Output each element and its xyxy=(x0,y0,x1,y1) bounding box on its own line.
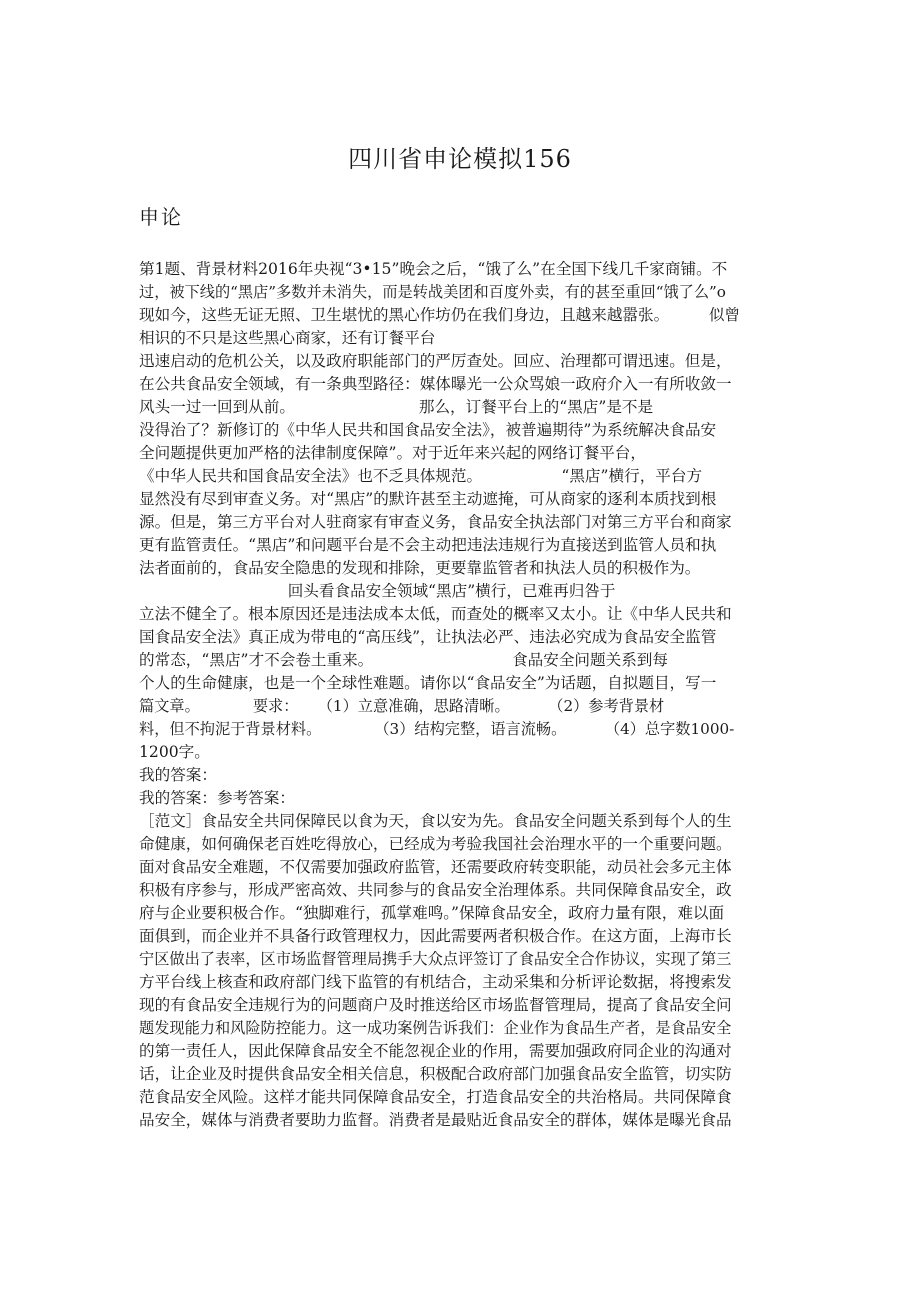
text-line: 迅速启动的危机公关，以及政府职能部门的严厉查处。回应、治理都可谓迅速。但是， xyxy=(139,352,732,370)
text-line: 源。但是，第三方平台对人驻商家有审查义务，食品安全执法部门对第三方平台和商家 xyxy=(139,513,732,531)
text-line: 面对食品安全难题，不仅需要加强政府监管，还需要政府转变职能，动员社会多元主体 xyxy=(139,858,732,876)
text-line: 显然没有尽到审查义务。对“黑店”的默许甚至主动遮掩，可从商家的逐利本质找到根 xyxy=(139,490,717,508)
text-line: 府与企业要积极合作。“独脚难行，孤掌难鸣。”保障食品安全，政府力量有限，难以面 xyxy=(139,904,725,922)
text-line: 第1题、背景材料2016年央视“3•15”晚会之后，“饿了么”在全国下线几千家商铺。不 xyxy=(139,260,728,278)
text-line: ［范文］食品安全共同保障民以食为天，食以安为先。食品安全问题关系到每个人的生 xyxy=(139,812,732,830)
text-line: 方平台线上核查和政府部门线下监管的有机结合，主动采集和分析评论数据，将搜索发 xyxy=(139,973,732,991)
text-line: 风头一过一回到从前。 那么，订餐平台上的“黑店”是不是 xyxy=(139,398,654,416)
text-line: 命健康，如何确保老百姓吃得放心，已经成为考验我国社会治理水平的一个重要问题。 xyxy=(139,835,732,853)
text-line: 立法不健全了。根本原因还是违法成本太低，而查处的概率又太小。让《中华人民共和 xyxy=(139,605,732,623)
text-line: 宁区做出了表率，区市场监督管理局携手大众点评签订了食品安全合作协议，实现了第三 xyxy=(139,950,732,968)
text-line: 题发现能力和风险防控能力。这一成功案例告诉我们：企业作为食品生产者，是食品安全 xyxy=(139,1019,732,1037)
text-line: 法者面前的，食品安全隐患的发现和排除，更要靠监管者和执法人员的积极作为。 xyxy=(139,559,701,577)
text-line: 没得治了？新修订的《中华人民共和国食品安全法》，被普遍期待”为系统解决食品安 xyxy=(139,421,717,439)
text-line: 在公共食品安全领域，有一条典型路径：媒体曝光一公众骂娘一政府介入一有所收敛一 xyxy=(139,375,732,393)
text-line: 相识的不只是这些黑心商家，还有订餐平台 xyxy=(139,329,436,347)
text-line: 1200字。 xyxy=(139,743,210,761)
section-heading: 申论 xyxy=(139,205,183,229)
text-line: 回头看食品安全领域“黑店”横行，已难再归咎于 xyxy=(139,582,616,600)
text-line: 的常态，“黑店”才不会卷土重来。 食品安全问题关系到每 xyxy=(139,651,668,669)
answer-label: 我的答案： xyxy=(139,766,217,784)
answer-label: 我的答案：参考答案： xyxy=(139,789,295,807)
page-title: 四川省申论模拟156 xyxy=(348,145,572,173)
text-line: 个人的生命健康，也是一个全球性难题。请你以“食品安全”为话题，自拟题目，写一 xyxy=(139,674,717,692)
text-line: 现的有食品安全违规行为的问题商户及时推送给区市场监督管理局，提高了食品安全问 xyxy=(139,996,732,1014)
text-line: 话，让企业及时提供食品安全相关信息，积极配合政府部门加强食品安全监管，切实防 xyxy=(139,1065,732,1083)
text-line: 品安全，媒体与消费者要助力监督。消费者是最贴近食品安全的群体，媒体是曝光食品 xyxy=(139,1111,732,1129)
text-line: 全问题提供更加严格的法律制度保障”。对于近年来兴起的网络订餐平台， xyxy=(139,444,646,462)
text-line: 过，被下线的“黑店”多数并未消失，而是转战美团和百度外卖，有的甚至重回“饿了么”o xyxy=(139,283,726,301)
text-line: 积极有序参与，形成严密高效、共同参与的食品安全治理体系。共同保障食品安全，政 xyxy=(139,881,732,899)
text-line: 国食品安全法》真正成为带电的“高压线”，让执法必严、违法必究成为食品安全监管 xyxy=(139,628,717,646)
text-line: 的第一责任人，因此保障食品安全不能忽视企业的作用，需要加强政府同企业的沟通对 xyxy=(139,1042,732,1060)
text-line: 现如今，这些无证无照、卫生堪忧的黑心作坊仍在我们身边，且越来越嚣张。 似曾 xyxy=(139,306,741,324)
text-line: 《中华人民共和国食品安全法》也不乏具体规范。 “黑店”横行，平台方 xyxy=(139,467,703,485)
text-line: 面俱到，而企业并不具备行政管理权力，因此需要两者积极合作。在这方面，上海市长 xyxy=(139,927,732,945)
text-line: 篇文章。 要求： （1）立意准确，思路清晰。 （2）参考背景材 xyxy=(139,697,665,715)
text-line: 更有监管责任。“黑店”和问题平台是不会主动把违法违规行为直接送到监管人员和执 xyxy=(139,536,717,554)
text-line: 料，但不拘泥于背景材料。 （3）结构完整，语言流畅。 （4）总字数1000- xyxy=(139,720,735,738)
document-body xyxy=(139,258,789,1132)
text-line: 范食品安全风险。这样才能共同保障食品安全，打造食品安全的共治格局。共同保障食 xyxy=(139,1088,732,1106)
